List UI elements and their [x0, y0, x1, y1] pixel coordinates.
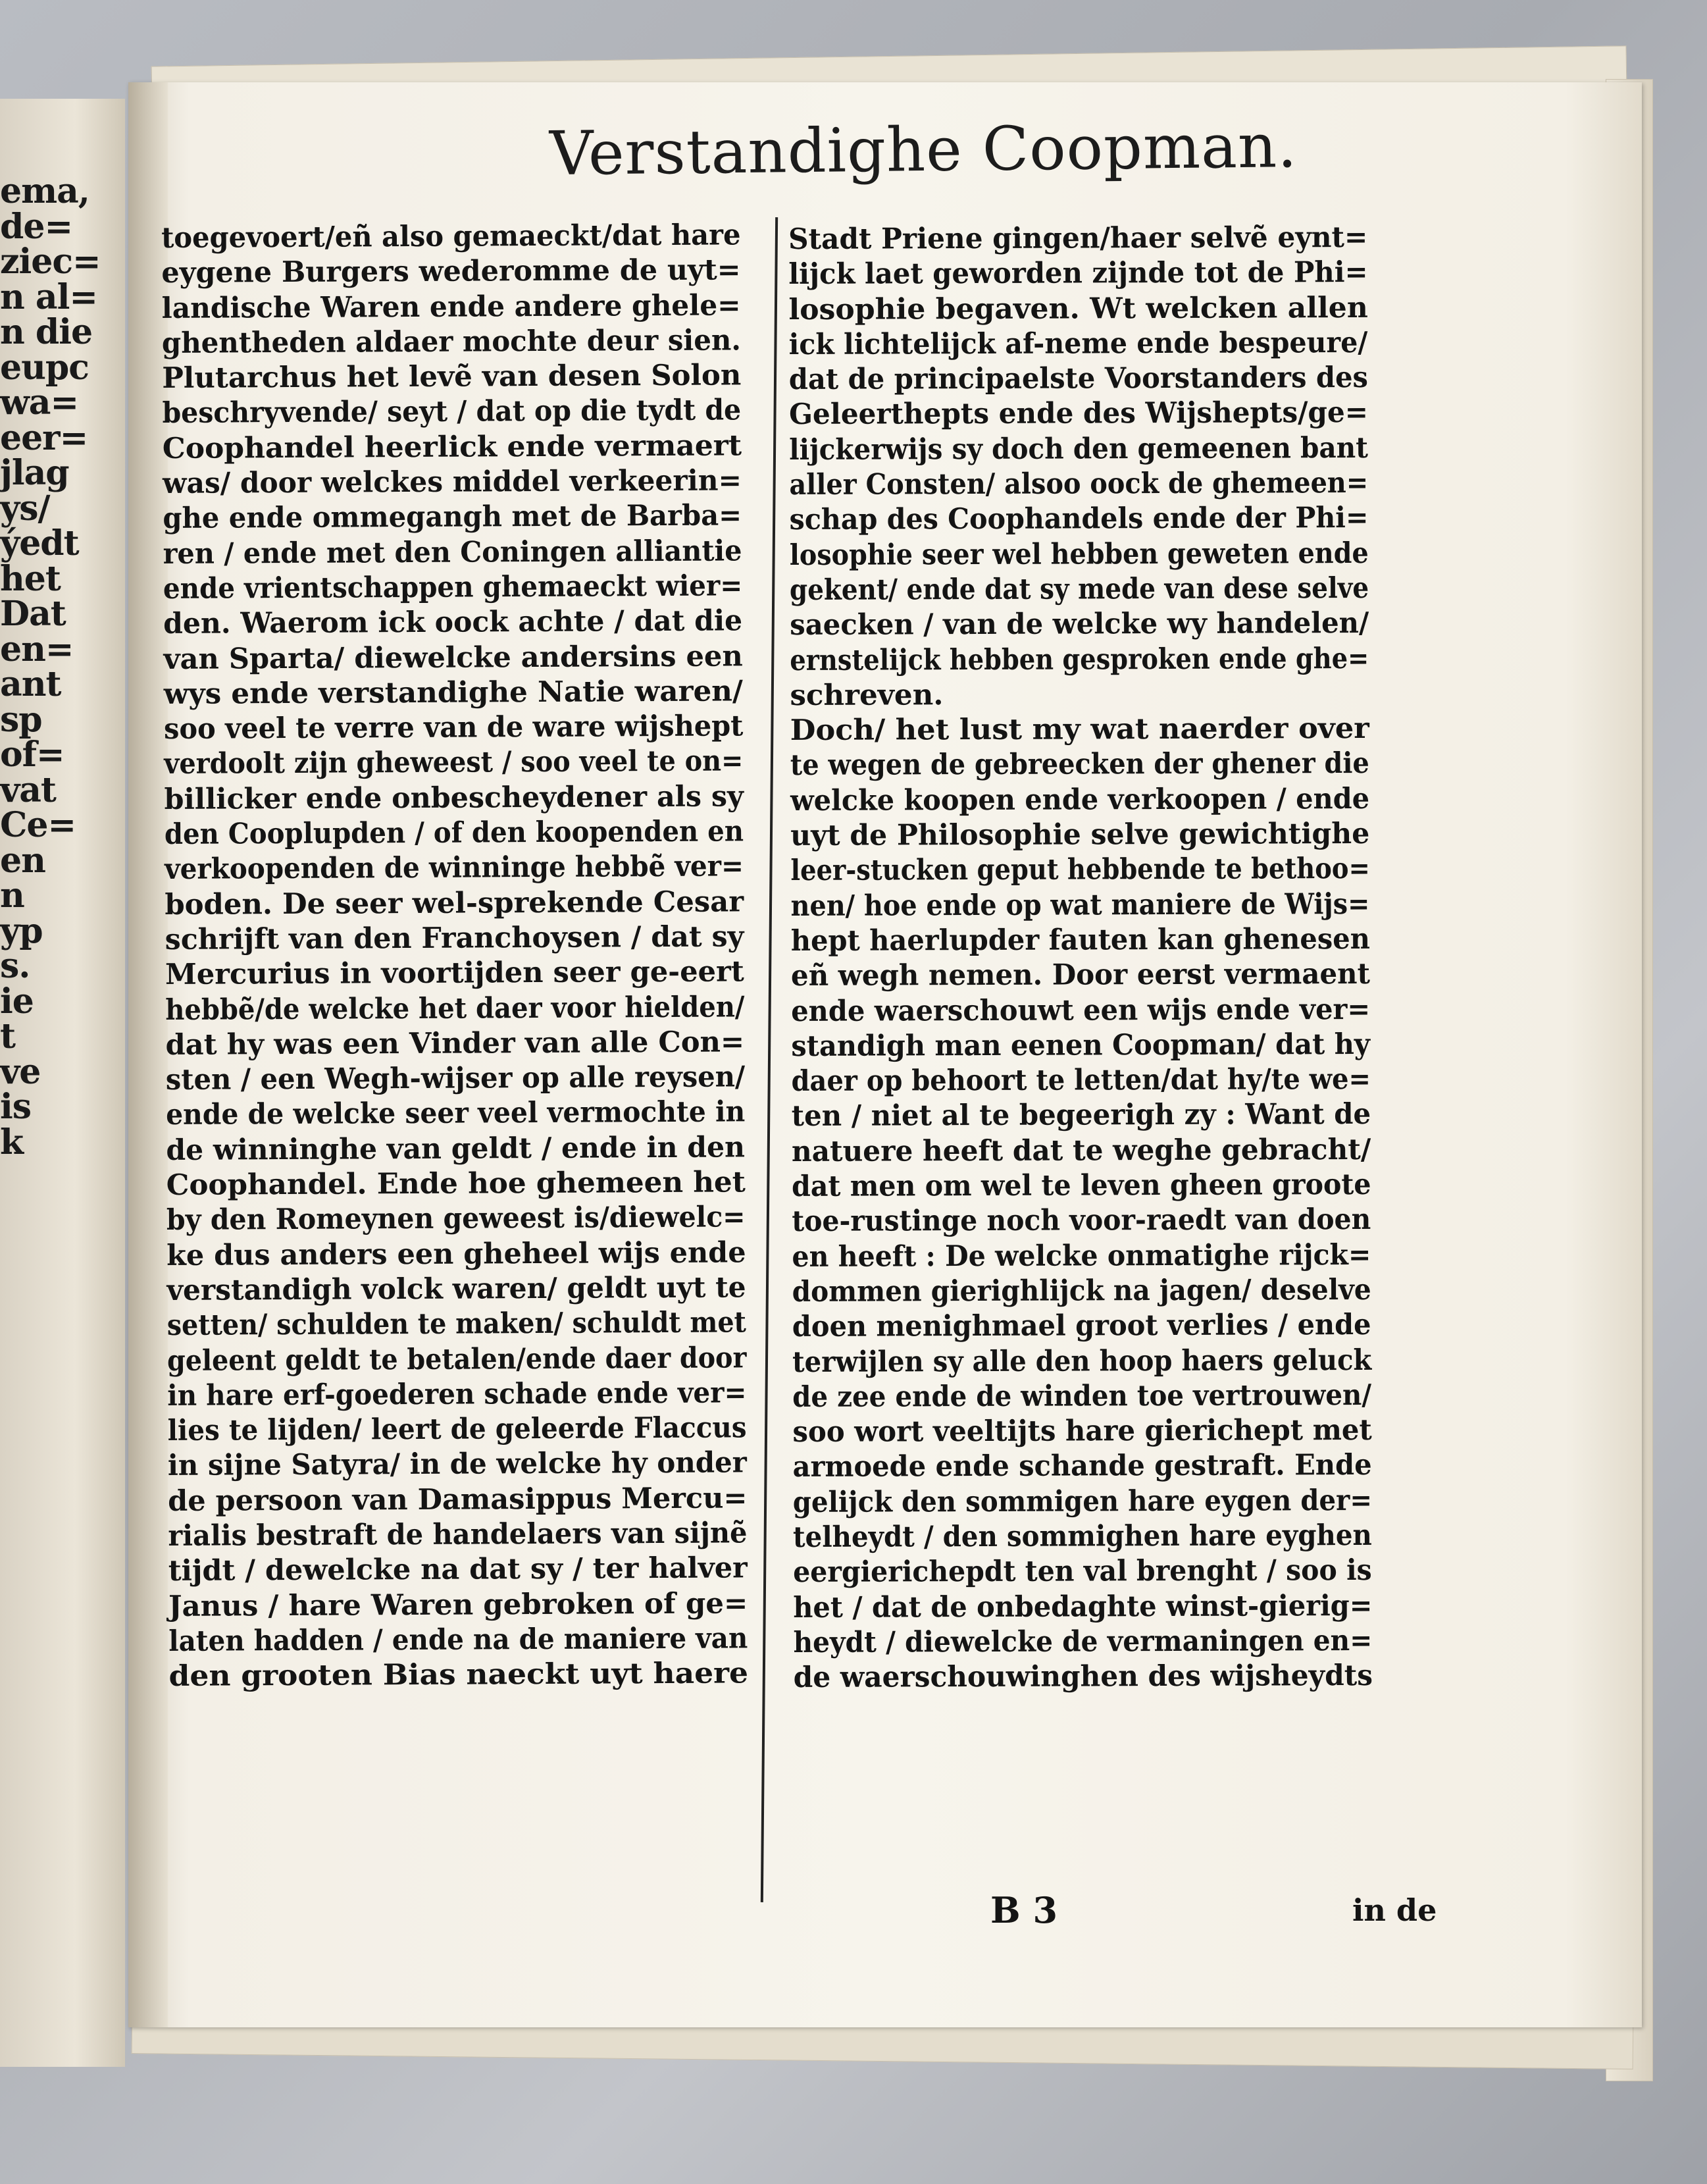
text-line: toegevoert/eñ also gemaeckt/dat hare: [161, 218, 741, 255]
text-line: landische Waren ende andere ghele=: [161, 288, 741, 325]
text-line: Doch/ het lust my wat naerder over: [790, 712, 1369, 748]
text-line: beschryvende/ seyt / dat op die tydt de: [162, 393, 742, 430]
text-line: telheydt / den sommighen hare eyghen: [792, 1518, 1372, 1554]
text-line: lijck laet geworden zijnde tot de Phi=: [788, 255, 1368, 292]
text-line: armoede ende schande gestraft. Ende: [792, 1448, 1372, 1484]
text-line: hept haerlupder fauten kan ghenesen: [790, 922, 1370, 958]
text-line: sten / een Wegh-wijser op alle reysen/: [165, 1060, 746, 1097]
text-line: wys ende verstandighe Natie waren/: [163, 674, 743, 711]
text-line: soo veel te verre van de ware wijshept: [163, 709, 744, 746]
text-line: ghe ende ommegangh met de Barba=: [163, 498, 742, 536]
running-head: Verstandighe Coopman.: [549, 111, 1298, 189]
text-line: setten/ schulden te maken/ schuldt met: [166, 1305, 747, 1343]
text-line: standigh man eenen Coopman/ dat hy: [791, 1027, 1371, 1063]
text-line: welcke koopen ende verkoopen / ende: [790, 781, 1370, 818]
text-line: den. Waerom ick oock achte / dat die: [163, 604, 743, 641]
text-line: by den Romeynen geweest is/diewelc=: [166, 1200, 746, 1237]
signature-mark: B 3: [990, 1889, 1058, 1931]
right-text-column: [788, 219, 1570, 1696]
text-line: toe-rustinge noch voor-raedt van doen: [792, 1203, 1371, 1239]
left-page-fragment: ant: [0, 664, 61, 704]
left-page-fragment: vat: [0, 769, 56, 810]
text-line: en heeft : De welcke onmatighe rijck=: [792, 1237, 1371, 1274]
text-line: Stadt Priene gingen/haer selvẽ eynt=: [788, 220, 1368, 256]
text-line: dat de principaelste Voorstanders des: [788, 361, 1369, 397]
text-line: daer op behoort te letten/dat hy/te we=: [791, 1062, 1371, 1099]
left-page-fragment: n die: [0, 312, 93, 352]
text-line: nen/ hoe ende op wat maniere de Wijs=: [790, 887, 1370, 923]
text-line: hebbẽ/de welcke het daer voor hielden/: [165, 989, 745, 1027]
text-line: ren / ende met den Coningen alliantie: [163, 534, 742, 571]
left-page-fragment: t: [0, 1016, 16, 1056]
text-line: laten hadden / ende na de maniere van: [168, 1621, 748, 1658]
text-line: doen menighmael groot verlies / ende: [792, 1308, 1371, 1344]
text-line: eygene Burgers wederomme de uyt=: [161, 253, 741, 290]
text-line: Geleerthepts ende des Wijshepts/ge=: [788, 396, 1369, 432]
text-line: van Sparta/ diewelcke andersins een: [163, 638, 743, 676]
text-line: saecken / van de welcke wy handelen/: [790, 606, 1369, 642]
text-line: lijckerwijs sy doch den gemeenen bant: [789, 430, 1369, 467]
text-line: dat men om wel te leven gheen groote: [792, 1167, 1371, 1204]
left-page-fragment: k: [0, 1122, 24, 1162]
text-line: ick lichtelijck af-neme ende bespeure/: [788, 325, 1368, 361]
text-line: Coophandel heerlick ende vermaert: [162, 429, 742, 465]
text-line: ghentheden aldaer mochte deur sien.: [161, 323, 742, 360]
text-line: te wegen de gebreecken der ghener die: [790, 746, 1369, 783]
text-line: verstandigh volck waren/ geldt uyt te: [166, 1270, 746, 1307]
text-line: lies te lijden/ leert de geleerde Flaccus: [167, 1411, 747, 1448]
text-line: eñ wegh nemen. Door eerst vermaent: [790, 957, 1371, 993]
text-line: den grooten Bias naeckt uyt haere: [168, 1656, 749, 1694]
left-page-fragment: en=: [0, 629, 74, 669]
left-page-fragment: de=: [0, 206, 73, 247]
left-page-fragment: is: [0, 1087, 32, 1127]
text-line: boden. De seer wel-sprekende Cesar: [165, 885, 744, 922]
text-line: dommen gierighlijck na jagen/ deselve: [792, 1272, 1371, 1309]
text-line: leer-stucken geput hebbende te bethoo=: [790, 852, 1370, 888]
text-line: ende waerschouwt een wijs ende ver=: [791, 992, 1371, 1028]
printed-page: [128, 82, 1642, 2027]
text-line: de winninghe van geldt / ende in den: [166, 1130, 746, 1167]
text-line: Janus / hare Waren gebroken of ge=: [168, 1586, 748, 1623]
text-line: de persoon van Damasippus Mercu=: [168, 1481, 748, 1518]
left-page-fragment: ve: [0, 1051, 41, 1092]
text-line: in hare erf-goederen schade ende ver=: [167, 1376, 747, 1413]
left-page-fragment: eupc: [0, 347, 89, 388]
text-line: losophie begaven. Wt welcken allen: [788, 290, 1368, 326]
text-line: tijdt / dewelcke na dat sy / ter halver: [168, 1551, 748, 1588]
text-line: dat hy was een Vinder van alle Con=: [165, 1025, 745, 1062]
catchword: in de: [1352, 1892, 1437, 1928]
text-line: gekent/ ende dat sy mede van dese selve: [789, 571, 1369, 607]
left-page-fragment: n al=: [0, 276, 97, 317]
left-page-fragment: ie: [0, 981, 34, 1022]
left-page-fragment: ema,: [0, 171, 89, 211]
text-line: Mercurius in voortijden seer ge-eert: [165, 954, 744, 992]
text-line: verdoolt zijn gheweest / soo veel te on=: [164, 744, 744, 781]
text-line: rialis bestraft de handelaers van sijnẽ: [168, 1516, 748, 1553]
left-page-fragment: ýedt: [0, 523, 79, 563]
left-page-fragment: Dat: [0, 594, 66, 634]
left-page-fragment: ys/: [0, 488, 50, 529]
left-page-fragment: jlag: [0, 453, 69, 493]
text-line: schreven.: [790, 678, 944, 712]
left-page-fragment: s.: [0, 946, 30, 986]
left-page-fragment: wa=: [0, 382, 79, 423]
text-line: terwijlen sy alle den hoop haers geluck: [792, 1343, 1372, 1379]
text-line: aller Consten/ alsoo oock de ghemeen=: [789, 466, 1369, 502]
text-line: Coophandel. Ende hoe ghemeen het: [166, 1165, 746, 1202]
left-page-fragment: ziec=: [0, 242, 101, 282]
left-page-fragment: sp: [0, 699, 42, 740]
left-page-fragment: Ce=: [0, 805, 76, 845]
text-line: verkoopenden de winninge hebbẽ ver=: [165, 849, 744, 887]
text-line: de zee ende de winden toe vertrouwen/: [792, 1378, 1372, 1414]
text-line: de waerschouwinghen des wijsheydts: [793, 1659, 1373, 1695]
left-page-fragment: yp: [0, 910, 43, 951]
text-line: ernstelijck hebben gesproken ende ghe=: [790, 641, 1369, 677]
text-line: ten / niet al te begeerigh zy : Want de: [791, 1097, 1371, 1133]
left-page-edge: [0, 99, 125, 2067]
text-line: heydt / diewelcke de vermaningen en=: [793, 1623, 1373, 1659]
text-line: den Cooplupden / of den koopenden en: [164, 814, 744, 852]
left-page-fragment: n: [0, 875, 24, 916]
text-line: het / dat de onbedaghte winst-gierig=: [793, 1588, 1373, 1625]
text-line: soo wort veeltijts hare gierichept met: [792, 1413, 1372, 1449]
text-line: in sijne Satyra/ in de welcke hy onder: [167, 1445, 747, 1483]
text-line: Plutarchus het levẽ van desen Solon: [162, 358, 742, 396]
left-page-fragment: eer=: [0, 417, 88, 458]
text-line: schrijft van den Franchoysen / dat sy: [165, 920, 744, 956]
text-line: ende vrientschappen ghemaeckt wier=: [163, 569, 743, 606]
text-line: schap des Coophandels ende der Phi=: [789, 501, 1369, 537]
left-page-fragment: en: [0, 840, 45, 881]
text-line: geleent geldt te betalen/ende daer door: [166, 1340, 747, 1378]
left-page-fragment: of=: [0, 735, 64, 775]
text-line: uyt de Philosophie selve gewichtighe: [790, 816, 1370, 853]
text-line: losophie seer wel hebben geweten ende: [789, 536, 1369, 572]
text-line: ende de welcke seer veel vermochte in: [165, 1095, 746, 1132]
text-line: gelijck den sommigen hare eygen der=: [792, 1483, 1373, 1519]
text-line: billicker ende onbescheydener als sy: [164, 779, 744, 816]
text-line: natuere heeft dat te weghe gebracht/: [791, 1132, 1371, 1168]
text-line: was/ door welckes middel verkeerin=: [162, 463, 742, 501]
text-line: ke dus anders een gheheel wijs ende: [166, 1235, 746, 1272]
text-line: eergierichepdt ten val brenght / soo is: [793, 1553, 1372, 1590]
left-page-fragment: het: [0, 558, 61, 599]
